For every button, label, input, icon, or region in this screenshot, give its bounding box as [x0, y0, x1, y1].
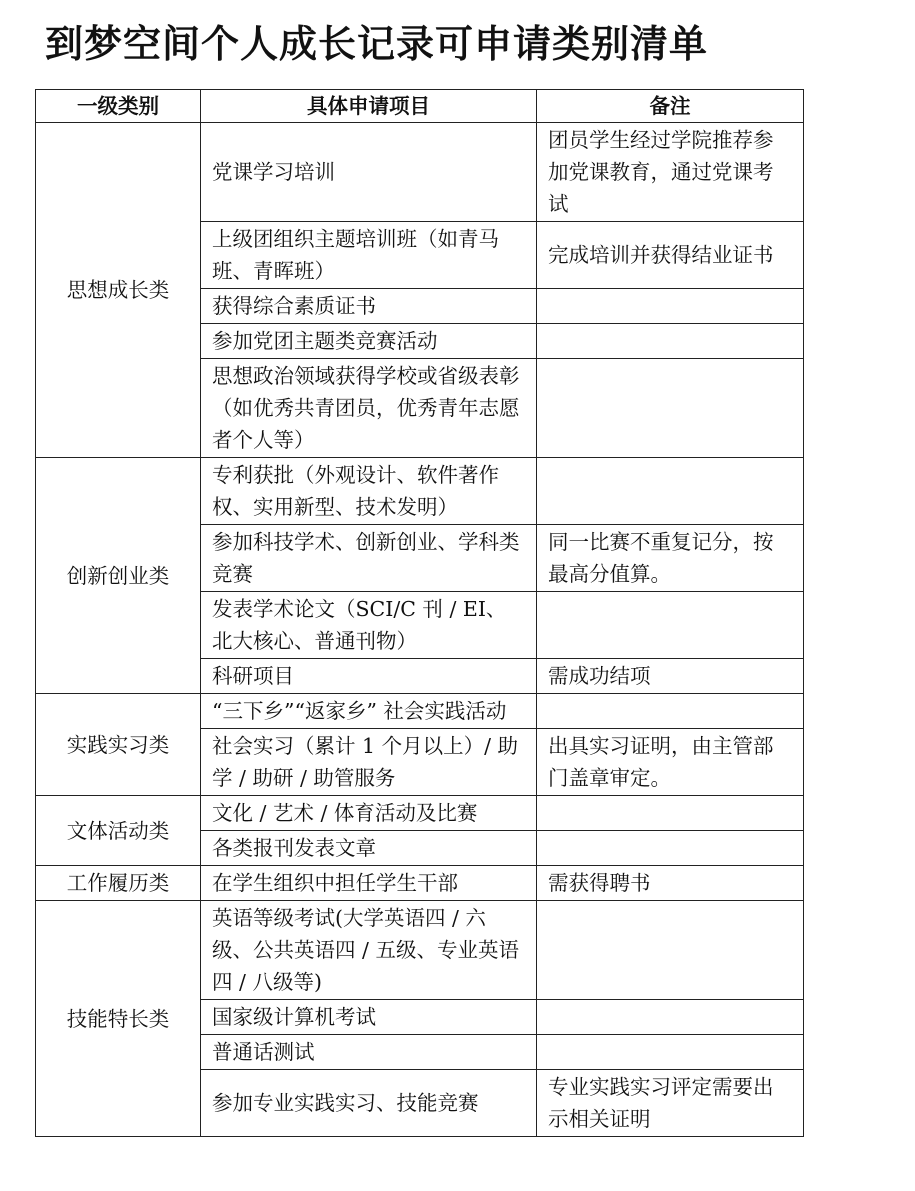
category-cell: 创新创业类	[36, 458, 201, 694]
note-cell: 需获得聘书	[537, 866, 804, 901]
item-cell: 英语等级考试(大学英语四 / 六级、公共英语四 / 五级、专业英语四 / 八级等)	[201, 901, 537, 1000]
item-cell: 各类报刊发表文章	[201, 831, 537, 866]
note-cell: 团员学生经过学院推荐参加党课教育，通过党课考试	[537, 123, 804, 222]
note-cell	[537, 901, 804, 1000]
item-cell: 参加党团主题类竞赛活动	[201, 324, 537, 359]
note-cell	[537, 694, 804, 729]
note-cell: 同一比赛不重复记分，按最高分值算。	[537, 525, 804, 592]
note-cell	[537, 1035, 804, 1070]
item-cell: 科研项目	[201, 659, 537, 694]
item-cell: 普通话测试	[201, 1035, 537, 1070]
category-cell: 文体活动类	[36, 796, 201, 866]
header-item: 具体申请项目	[201, 90, 537, 123]
item-cell: 发表学术论文（SCI/C 刊 / EI、北大核心、普通刊物）	[201, 592, 537, 659]
category-cell: 技能特长类	[36, 901, 201, 1137]
item-cell: 专利获批（外观设计、软件著作权、实用新型、技术发明）	[201, 458, 537, 525]
item-cell: 参加科技学术、创新创业、学科类竞赛	[201, 525, 537, 592]
note-cell	[537, 458, 804, 525]
item-cell: 获得综合素质证书	[201, 289, 537, 324]
table-row	[36, 694, 804, 729]
note-cell	[537, 796, 804, 831]
category-table	[35, 89, 804, 1137]
category-cell: 工作履历类	[36, 866, 201, 901]
note-cell	[537, 1000, 804, 1035]
category-cell: 思想成长类	[36, 123, 201, 458]
note-cell: 出具实习证明，由主管部门盖章审定。	[537, 729, 804, 796]
note-cell: 专业实践实习评定需要出示相关证明	[537, 1070, 804, 1137]
note-cell: 需成功结项	[537, 659, 804, 694]
note-cell: 完成培训并获得结业证书	[537, 222, 804, 289]
header-category: 一级类别	[36, 90, 201, 123]
table-row	[36, 458, 804, 525]
item-cell: 上级团组织主题培训班（如青马班、青晖班）	[201, 222, 537, 289]
table-row	[36, 796, 804, 831]
category-cell: 实践实习类	[36, 694, 201, 796]
note-cell	[537, 359, 804, 458]
item-cell: 思想政治领域获得学校或省级表彰（如优秀共青团员，优秀青年志愿者个人等）	[201, 359, 537, 458]
note-cell	[537, 592, 804, 659]
item-cell: 参加专业实践实习、技能竞赛	[201, 1070, 537, 1137]
header-note: 备注	[537, 90, 804, 123]
table-row	[36, 901, 804, 1000]
item-cell: 党课学习培训	[201, 123, 537, 222]
item-cell: 社会实习（累计 1 个月以上）/ 助学 / 助研 / 助管服务	[201, 729, 537, 796]
note-cell	[537, 289, 804, 324]
item-cell: 文化 / 艺术 / 体育活动及比赛	[201, 796, 537, 831]
item-cell: 国家级计算机考试	[201, 1000, 537, 1035]
table-header-row	[36, 90, 804, 123]
document-title: 到梦空间个人成长记录可申请类别清单	[45, 22, 709, 66]
item-cell: “三下乡”“返家乡” 社会实践活动	[201, 694, 537, 729]
table-row	[36, 123, 804, 222]
table-row	[36, 866, 804, 901]
note-cell	[537, 324, 804, 359]
item-cell: 在学生组织中担任学生干部	[201, 866, 537, 901]
note-cell	[537, 831, 804, 866]
